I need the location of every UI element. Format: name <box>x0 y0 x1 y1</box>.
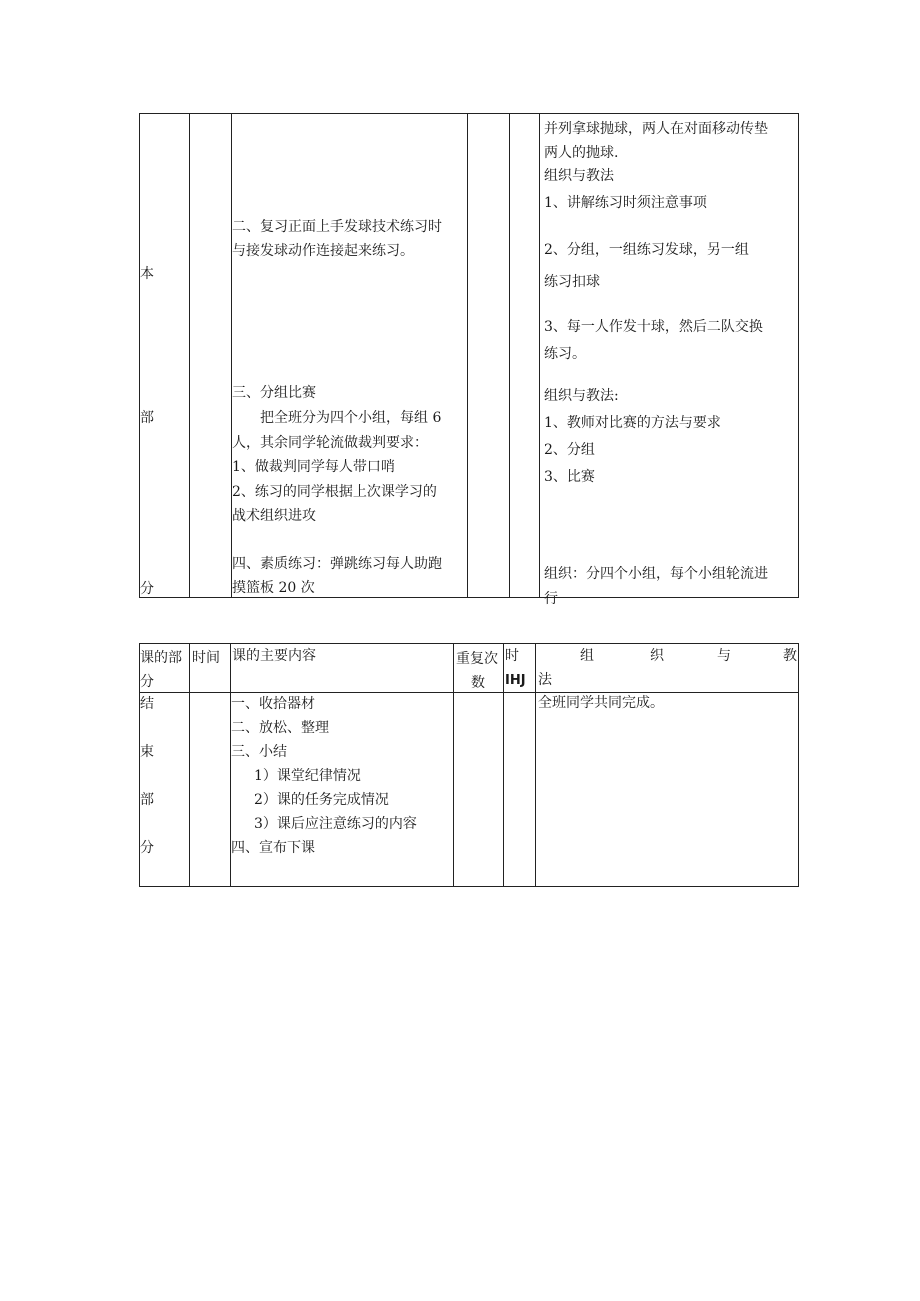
content-item3-title: 三、分组比赛 <box>232 385 316 401</box>
end-content-line4: 1）课堂纪律情况 <box>254 768 361 784</box>
org-bottom-line2: 行 <box>544 591 558 607</box>
org-top-line2: 两人的抛球. <box>544 145 619 161</box>
content-item3-line5: 战术组织进攻 <box>232 508 316 524</box>
end-section-char-1: 结 <box>140 696 154 712</box>
header-shi-line1: 时 <box>505 648 519 664</box>
content-item4-line1: 四、素质练习：弹跳练习每人助跑 <box>232 556 442 572</box>
org-group2-line3: 3、比赛 <box>544 469 595 485</box>
end-section-char-3: 部 <box>140 792 154 808</box>
content-item3-line3: 1、做裁判同学每人带口哨 <box>232 459 395 475</box>
header-org-char3: 与 <box>717 648 731 664</box>
header-shi-line2: IHJ <box>505 673 526 688</box>
end-content-line3: 三、小结 <box>231 744 287 760</box>
content-item2-line1: 二、复习正面上手发球技术练习时 <box>232 219 442 235</box>
org-cell <box>540 114 798 607</box>
end-content-line5: 2）课的任务完成情况 <box>254 792 389 808</box>
header-repeat-line1: 重复次 <box>456 651 498 667</box>
end-section-char-2: 束 <box>140 744 154 760</box>
content-item3-line2: 人，其余同学轮流做裁判要求： <box>232 435 428 451</box>
section-char-1: 本 <box>140 266 154 282</box>
header-time: 时间 <box>192 650 220 666</box>
end-section-char-4: 分 <box>140 840 154 856</box>
header-part-line1: 课的部 <box>140 650 182 666</box>
org-bottom-line1: 组织：分四个小组，每个小组轮流进 <box>544 566 768 582</box>
org-group2-title: 组织与教法: <box>544 388 619 404</box>
content-item2-line2: 与接发球动作连接起来练习。 <box>232 243 414 259</box>
header-org-char1: 组 <box>580 648 594 664</box>
content-item4-line2: 摸篮板 20 次 <box>232 580 315 596</box>
header-org-line2: 法 <box>538 672 552 688</box>
org-group1-line4: 3、每一人作发十球，然后二队交换 <box>544 319 763 335</box>
org-group1-line1: 1、讲解练习时须注意事项 <box>544 195 707 211</box>
org-group2-line1: 1、教师对比赛的方法与要求 <box>544 415 721 431</box>
end-content-line2: 二、放松、整理 <box>231 720 329 736</box>
org-group1-line5: 练习。 <box>544 346 586 362</box>
content-item3-line4: 2、练习的同学根据上次课学习的 <box>232 484 437 500</box>
header-org-char4: 教 <box>783 648 797 664</box>
org-group1-line2: 2、分组，一组练习发球，另一组 <box>544 242 749 258</box>
section-char-3: 分 <box>140 581 154 597</box>
org-top-line1: 并列拿球抛球，两人在对面移动传垫 <box>544 121 768 137</box>
header-content: 课的主要内容 <box>232 648 316 664</box>
content-cell <box>232 114 467 597</box>
org-group1-line3: 练习扣球 <box>544 274 600 290</box>
org-group1-title: 组织与教法 <box>544 168 614 184</box>
header-org-char2: 织 <box>650 648 664 664</box>
end-content-line6: 3）课后应注意练习的内容 <box>254 816 417 832</box>
org-group2-line2: 2、分组 <box>544 442 595 458</box>
header-repeat-line2: 数 <box>471 675 485 691</box>
end-content-line1: 一、收拾器材 <box>231 696 315 712</box>
content-item3-line1: 把全班分为四个小组，每组 6 <box>260 410 442 426</box>
end-content-line7: 四、宣布下课 <box>231 840 315 856</box>
section-char-2: 部 <box>140 410 154 426</box>
end-org-text: 全班同学共同完成。 <box>538 695 664 711</box>
header-part-line2: 分 <box>140 674 154 690</box>
